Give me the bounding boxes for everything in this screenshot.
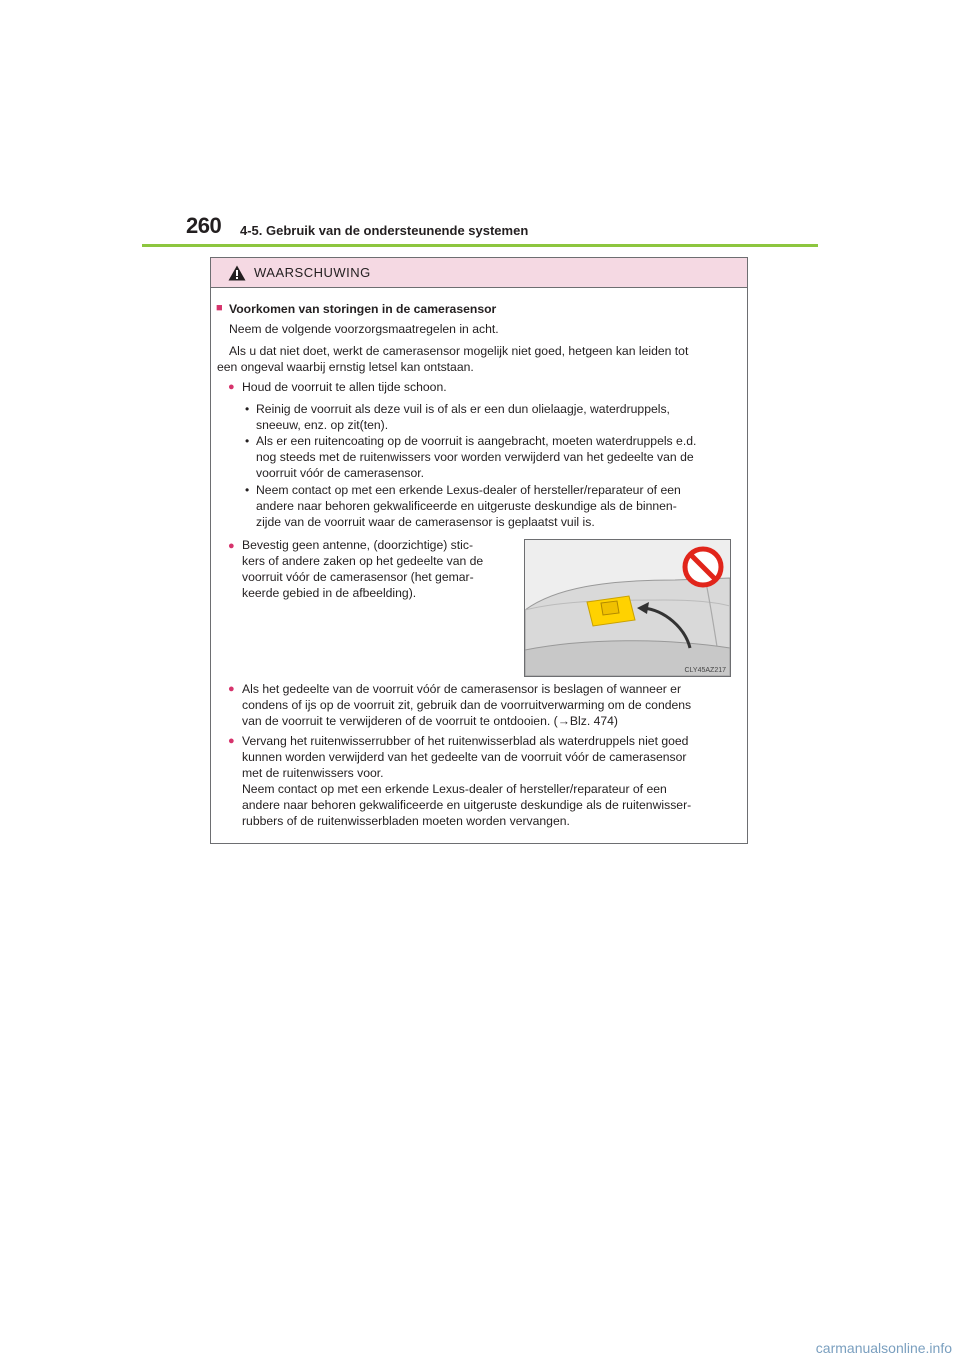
item4-bullet-icon: ●	[228, 735, 235, 747]
intro-text-1: Neem de volgende voorzorgsmaatregelen in acht.	[229, 322, 499, 336]
footer-watermark	[0, 1338, 960, 1358]
sub3-line2: andere naar behoren gekwalificeerde en uitgeruste deskundige als de binnen-	[256, 499, 677, 513]
warning-title: WAARSCHUWING	[254, 265, 371, 280]
warning-header	[211, 258, 747, 288]
sub2-dash: •	[245, 434, 250, 448]
sub2-line1: Als er een ruitencoating op de voorruit is aangebracht, moeten waterdruppels e.d.	[256, 434, 697, 448]
intro-text-2-line2: een ongeval waarbij ernstig letsel kan ontstaan.	[217, 360, 474, 374]
page-number: 260	[186, 213, 222, 238]
windshield-illustration	[524, 539, 731, 677]
sub3-line1: Neem contact op met een erkende Lexus-dealer of hersteller/reparateur of een	[256, 483, 681, 497]
item4-line6: rubbers of de ruitenwisserbladen moeten worden vervangen.	[242, 814, 570, 828]
sub1-dash: •	[245, 402, 250, 416]
heading-bullet-icon: ■	[216, 302, 223, 314]
header-rule	[142, 244, 818, 247]
item3-line1: Als het gedeelte van de voorruit vóór de camerasensor is beslagen of wanneer er	[242, 682, 682, 696]
item2-line2: kers of andere zaken op het gedeelte van de	[242, 554, 484, 568]
item1-text: Houd de voorruit te allen tijde schoon.	[242, 380, 447, 394]
warning-heading: Voorkomen van storingen in de camerasensor	[229, 302, 497, 316]
item1-bullet-icon: ●	[228, 381, 235, 393]
section-title: 4-5. Gebruik van de ondersteunende systemen	[240, 223, 529, 238]
item4-line4: Neem contact op met een erkende Lexus-dealer of hersteller/reparateur of een	[242, 782, 667, 796]
item3-bullet-icon: ●	[228, 683, 235, 695]
item4-line1: Vervang het ruitenwisserrubber of het ruitenwisserblad als waterdruppels niet goed	[242, 734, 689, 748]
item2-bullet-icon: ●	[228, 540, 235, 552]
sub2-line3: voorruit vóór de camerasensor.	[256, 466, 424, 480]
watermark-text[interactable]: carmanualsonline.info	[815, 1340, 952, 1356]
item4-line3: met de ruitenwissers voor.	[242, 766, 384, 780]
warning-triangle-icon	[228, 265, 246, 281]
item4-line5: andere naar behoren gekwalificeerde en uitgeruste deskundige als de ruitenwisser-	[242, 798, 692, 812]
item2-line3: voorruit vóór de camerasensor (het gemar-	[242, 570, 474, 584]
windshield-drawing	[525, 540, 730, 676]
sub1-line2: sneeuw, enz. op zit(ten).	[256, 418, 389, 432]
sub2-line2: nog steeds met de ruitenwissers voor worden verwijderd van het gedeelte van de	[256, 450, 694, 464]
image-code: CLY45AZ217	[684, 667, 726, 674]
sub1-line1: Reinig de voorruit als deze vuil is of als er een dun olielaagje, waterdruppels,	[256, 402, 670, 416]
intro-text-2-line1: Als u dat niet doet, werkt de camerasensor mogelijk niet goed, hetgeen kan leiden tot	[229, 344, 689, 358]
item2-line1: Bevestig geen antenne, (doorzichtige) stic-	[242, 538, 474, 552]
item4-line2: kunnen worden verwijderd van het gedeelte van de voorruit vóór de camerasensor	[242, 750, 687, 764]
sub3-dash: •	[245, 483, 250, 497]
item2-line4: keerde gebied in de afbeelding).	[242, 586, 417, 600]
item3-line3: van de voorruit te verwijderen of de voorruit te ontdooien. (→Blz. 474)	[242, 714, 618, 728]
item3-line2: condens of ijs op de voorruit zit, gebruik dan de voorruitverwarming om de condens	[242, 698, 692, 712]
sub3-line3: zijde van de voorruit waar de camerasensor is geplaatst vuil is.	[256, 515, 595, 529]
